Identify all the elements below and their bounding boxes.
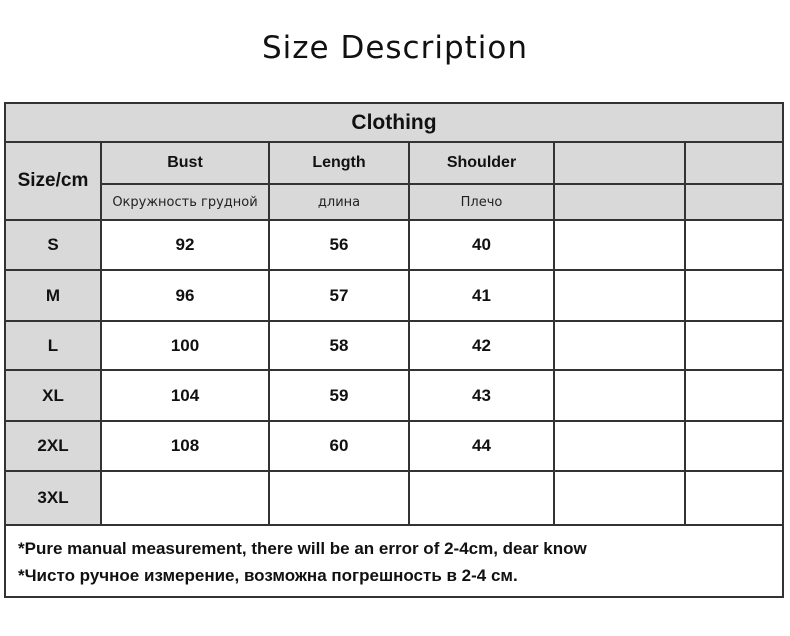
table-cell (270, 472, 408, 524)
grid-line (6, 219, 782, 221)
row-size-label: S (6, 221, 100, 269)
column-subheader-bust: Окружность грудной (102, 185, 268, 219)
table-cell (102, 472, 268, 524)
column-subheader-extra-1 (555, 185, 684, 219)
column-header-extra-2 (686, 143, 782, 183)
table-cell: 44 (410, 422, 553, 470)
column-header-extra-1 (555, 143, 684, 183)
row-size-label: 3XL (6, 472, 100, 524)
measurement-note-ru: *Чисто ручное измерение, возможна погрешность в 2-4 см. (18, 566, 518, 585)
table-cell (555, 472, 684, 524)
column-subheader-shoulder: Плечо (410, 185, 553, 219)
table-cell: 60 (270, 422, 408, 470)
table-cell (555, 422, 684, 470)
grid-line (6, 524, 782, 526)
size-column-header: Size/cm (6, 143, 100, 219)
grid-line (6, 470, 782, 472)
table-cell (555, 221, 684, 269)
row-size-label: L (6, 322, 100, 369)
table-cell (686, 271, 782, 320)
column-header-bust: Bust (102, 143, 268, 183)
table-cell (686, 221, 782, 269)
row-size-label: 2XL (6, 422, 100, 470)
grid-line (6, 369, 782, 371)
grid-line (6, 420, 782, 422)
grid-line (268, 143, 270, 524)
table-cell (686, 422, 782, 470)
measurement-note-en: *Pure manual measurement, there will be an error of 2-4cm, dear know (18, 539, 587, 558)
table-cell (686, 371, 782, 420)
table-cell (555, 271, 684, 320)
grid-line (100, 183, 782, 185)
table-cell: 43 (410, 371, 553, 420)
table-cell: 96 (102, 271, 268, 320)
row-size-label: XL (6, 371, 100, 420)
table-cell: 42 (410, 322, 553, 369)
section-header: Clothing (6, 104, 782, 141)
table-cell: 59 (270, 371, 408, 420)
table-cell (410, 472, 553, 524)
table-cell (555, 371, 684, 420)
grid-line (6, 320, 782, 322)
grid-line (6, 269, 782, 271)
table-cell: 56 (270, 221, 408, 269)
table-cell: 104 (102, 371, 268, 420)
table-cell: 92 (102, 221, 268, 269)
grid-line (684, 143, 686, 524)
grid-line (6, 141, 782, 143)
table-cell: 41 (410, 271, 553, 320)
table-cell: 108 (102, 422, 268, 470)
table-cell (686, 472, 782, 524)
column-header-length: Length (270, 143, 408, 183)
table-cell (555, 322, 684, 369)
grid-line (100, 143, 102, 524)
table-cell (686, 322, 782, 369)
table-cell: 58 (270, 322, 408, 369)
table-cell: 57 (270, 271, 408, 320)
grid-line (408, 143, 410, 524)
table-cell: 100 (102, 322, 268, 369)
column-subheader-extra-2 (686, 185, 782, 219)
page-title: Size Description (261, 30, 529, 66)
row-size-label: M (6, 271, 100, 320)
column-subheader-length: длина (270, 185, 408, 219)
grid-line (553, 143, 555, 524)
table-cell: 40 (410, 221, 553, 269)
column-header-shoulder: Shoulder (410, 143, 553, 183)
